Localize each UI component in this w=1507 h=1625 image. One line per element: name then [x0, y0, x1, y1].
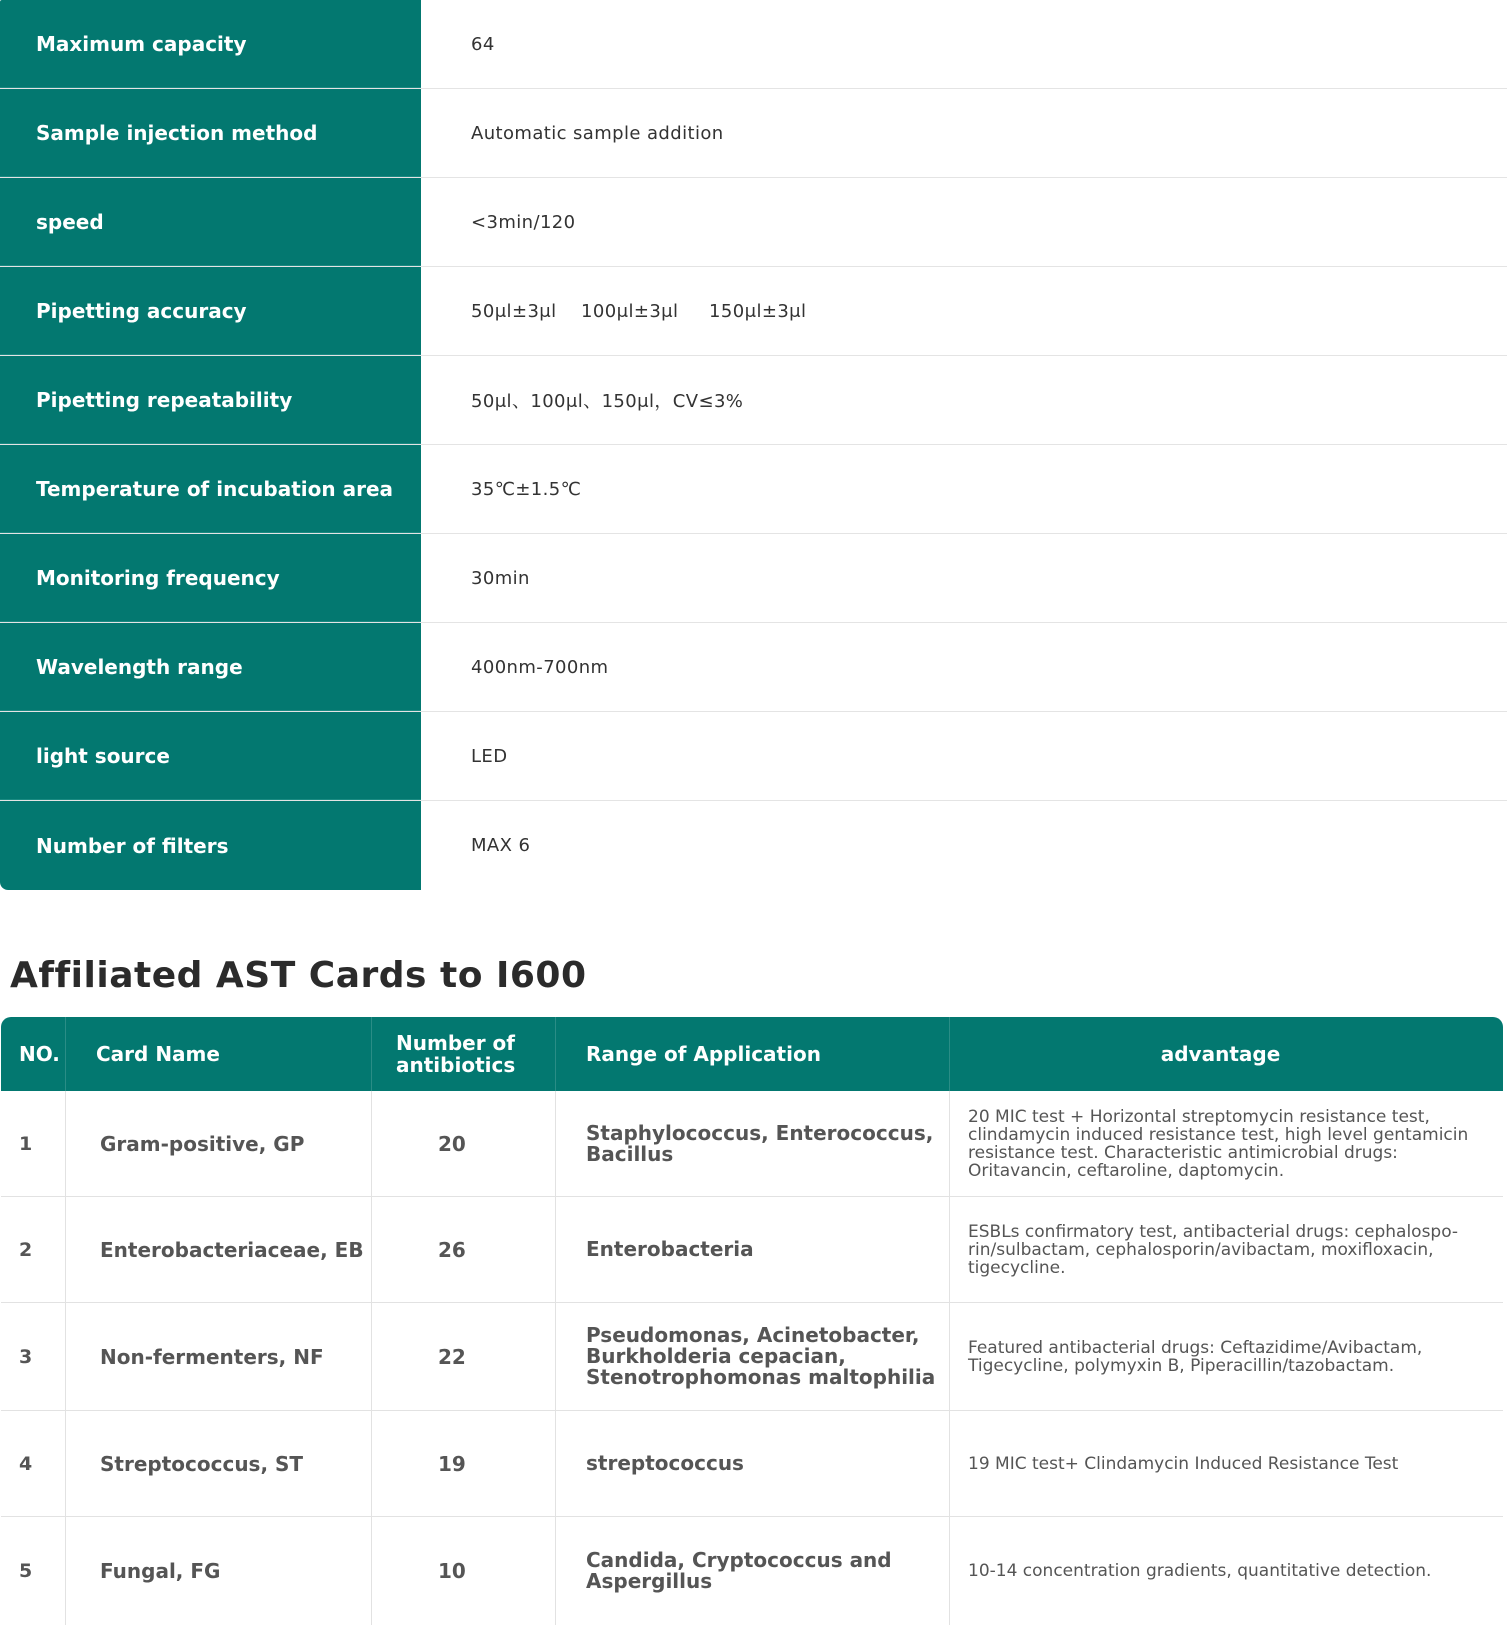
spec-row-maximum-capacity: [0, 0, 1507, 89]
table-row: [1, 1303, 1503, 1411]
cell-advantage: ESBLs confirmatory test, antibacterial drugs: cephalospo-rin/sulbactam, cephalosporin/avibactam, moxifloxacin, tigecycline.: [968, 1221, 1459, 1278]
spec-value: MAX 6: [471, 835, 531, 856]
cell-number-of-antibiotics: 26: [372, 1197, 556, 1302]
header-card-name: Card Name: [66, 1017, 372, 1091]
spec-row-temperature-of-incubation-area: [0, 445, 1507, 534]
ast-cards-table: [1, 1017, 1503, 1625]
spec-value: 64: [471, 33, 495, 55]
spec-value: 50μl、100μl、150μl，CV≤3%: [471, 391, 744, 412]
cell-number-of-antibiotics: 22: [372, 1303, 556, 1410]
spec-row-monitoring-frequency: [0, 534, 1507, 623]
header-range-of-application: Range of Application: [556, 1017, 950, 1091]
spec-label: Number of filters: [0, 801, 421, 890]
table-row: [1, 1411, 1503, 1517]
cell-card-name: Gram-positive, GP: [66, 1091, 372, 1196]
spec-label: Pipetting accuracy: [0, 267, 421, 355]
spec-label: Monitoring frequency: [0, 534, 421, 622]
header-number-of-antibiotics: Number of antibiotics: [372, 1017, 556, 1091]
spec-label: Wavelength range: [0, 623, 421, 711]
header-no: NO.: [1, 1017, 66, 1091]
table-row: [1, 1517, 1503, 1625]
cell-range-of-application: Candida, Cryptococcus and Aspergillus: [556, 1517, 950, 1625]
spec-label: light source: [0, 712, 421, 800]
table-row: [1, 1091, 1503, 1197]
header-advantage: advantage: [1160, 1042, 1281, 1066]
spec-value: 50μl±3μl 100μl±3μl 150μl±3μl: [471, 300, 807, 322]
spec-value: LED: [471, 745, 508, 767]
cell-card-name: Non-fermenters, NF: [66, 1303, 372, 1410]
table-row: [1, 1197, 1503, 1303]
spec-row-pipetting-accuracy: [0, 267, 1507, 356]
cell-advantage: Featured antibacterial drugs: Ceftazidime/Avibactam, Tigecycline, polymyxin B, Piperacillin/tazobactam.: [968, 1337, 1423, 1376]
cell-advantage: 19 MIC test+ Clindamycin Induced Resistance Test: [968, 1453, 1399, 1474]
cell-card-name: Streptococcus, ST: [66, 1411, 372, 1516]
cell-number-of-antibiotics: 19: [372, 1411, 556, 1516]
cell-card-name: Fungal, FG: [66, 1517, 372, 1625]
spec-value: 30min: [471, 567, 530, 589]
spec-value: Automatic sample addition: [471, 122, 724, 144]
spec-row-number-of-filters: [0, 801, 1507, 890]
table-header: [1, 1017, 1503, 1091]
cell-advantage: 10-14 concentration gradients, quantitative detection.: [968, 1561, 1432, 1581]
cell-no: 3: [1, 1303, 66, 1410]
spec-label: Sample injection method: [0, 89, 421, 177]
spec-row-light-source: [0, 712, 1507, 801]
spec-value: 400nm-700nm: [471, 656, 609, 678]
spec-label: Pipetting repeatability: [0, 356, 421, 444]
spec-row-wavelength-range: [0, 623, 1507, 712]
cell-no: 4: [1, 1411, 66, 1516]
cell-advantage: 20 MIC test + Horizontal streptomycin resistance test, clindamycin induced resistance test, high level gentamicin resistance test. Characteristic antimicrobial drugs: Oritavancin, ceftaroline, daptomycin.: [968, 1106, 1469, 1181]
cell-range-of-application: Staphylococcus, Enterococcus, Bacillus: [556, 1091, 950, 1196]
cell-card-name: Enterobacteriaceae, EB: [66, 1197, 372, 1302]
spec-row-sample-injection-method: [0, 89, 1507, 178]
spec-label: Temperature of incubation area: [0, 445, 421, 533]
spec-label: speed: [0, 178, 421, 266]
cell-range-of-application: Pseudomonas, Acinetobacter, Burkholderia cepacian, Stenotrophomonas maltophilia: [556, 1303, 950, 1410]
cell-number-of-antibiotics: 10: [372, 1517, 556, 1625]
cell-number-of-antibiotics: 20: [372, 1091, 556, 1196]
cell-no: 2: [1, 1197, 66, 1302]
spec-value: 35℃±1.5℃: [471, 478, 582, 500]
spec-label: Maximum capacity: [0, 0, 421, 88]
section-title: Affiliated AST Cards to I600: [10, 955, 587, 996]
spec-value: <3min/120: [471, 211, 576, 233]
spec-row-speed: [0, 178, 1507, 267]
cell-range-of-application: streptococcus: [556, 1411, 950, 1516]
cell-range-of-application: Enterobacteria: [556, 1197, 950, 1302]
cell-no: 5: [1, 1517, 66, 1625]
spec-row-pipetting-repeatability: [0, 356, 1507, 445]
cell-no: 1: [1, 1091, 66, 1196]
